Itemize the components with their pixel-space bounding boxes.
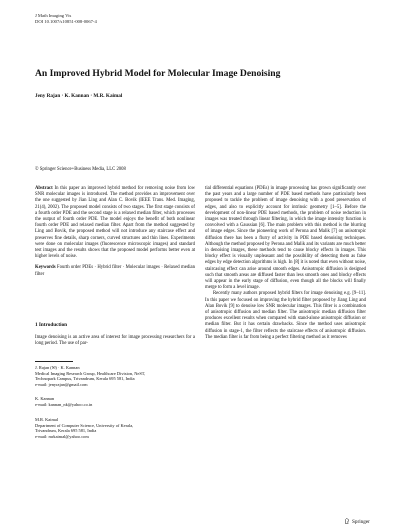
affiliation-line: Department of Computer Science, University of Kerala, (35, 422, 134, 428)
springer-horse-icon (344, 518, 350, 526)
intro-paragraph: Image denoising is an active area of interest for image processing researchers for a long period. The use of par- (35, 335, 195, 347)
abstract-text: In this paper an improved hybrid method for removing noise from low SNR molecular images is introduced. The method provides an improvement over the one suggested by Jian Ling and Alan C. Bovik (IEEE Trans. Med. Imaging, 21(4), 2002). The proposed model consists of two stages. The first stage consists of a fourth order PDE and the second stage is a relaxed median filter, which processes the output of fourth order PDE. The model enjoys the benefit of both nonlinear fourth order PDE and relaxed median filter. Apart from the method suggested by Ling and Bovik, the proposed method will not introduce any staircase effect and preserves fine details, sharp corners, curved structures and thin lines. Experiments were done on molecular images (fluorescence microscopic images) and standard test images and the results shows that the proposed model performs better even at higher levels of noise. (35, 186, 195, 260)
abstract-label: Abstract (35, 186, 53, 191)
affiliation-line: K. Kannan (35, 396, 55, 401)
publisher-name: Springer (352, 519, 370, 525)
body-paragraph: Recently many authors proposed hybrid filters for image denoising e.g. [9–11]. In this paper we focused on improving the hybrid filter proposed by Jiang Ling and Alan Bovik [9] to denoise low SNR molecular images. This filter is a combination of anisotropic diffusion and median filter. The anisotropic median diffusion filter produces excellent results when compared with stand-alone anisotropic diffusion or median filter. But it has certain drawbacks. Since the method uses anisotropic diffusion in stage-1, the filter reflects the staircase effects of anisotropic diffusion. The median filter is far from being a perfect filtering method as it removes (205, 291, 366, 340)
footnote-rule (35, 361, 73, 362)
journal-header (35, 13, 97, 25)
paper-title: An Improved Hybrid Model for Molecular Image Denoising (35, 68, 281, 79)
affiliation-email: e-mail: jenyrajan@gmail.com (35, 382, 88, 388)
affiliation-rajan (35, 365, 195, 388)
affiliation-line: Medical Imaging Research Group, Healthcare Division, NeST, (35, 370, 146, 376)
journal-name: J Math Imaging Vis (35, 13, 72, 18)
affiliation-line: J. Rajan (✉) · K. Kannan (35, 365, 80, 370)
doi: DOI 10.1007/s10851-008-0067-4 (35, 19, 97, 24)
section-heading-introduction: 1 Introduction (35, 322, 68, 328)
keywords (35, 265, 195, 277)
affiliation-email: e-mail: kannan_nk@yahoo.co.in (35, 401, 93, 407)
abstract (35, 186, 195, 260)
left-column (35, 186, 195, 278)
author-list: Jeny Rajan · K. Kannan · M.R. Kaimal (35, 93, 123, 99)
affiliation-line: Technopark Campus, Trivandrum, Kerala 695 581, India (35, 376, 135, 382)
affiliation-line: Trivandrum, Kerala 695 581, India (35, 428, 97, 434)
affiliation-email: e-mail: mrkaimal@yahoo.com (35, 434, 89, 440)
body-paragraph: tial differential equations (PDEs) in image processing has grown significantly over the past years and a large number of PDE based methods have particularly been proposed to tackle the problem of image denoising with a good preservation of edges, and also to explicitly account for intrinsic geometry [1–5]. Before the development of non-linear PDE based methods, the problem of noise reduction in images was treated through linear filtering, in which the image intensity function is convolved with a Gaussian [6]. The main problem with this method is the blurring of image edges. Since the pioneering work of Perona and Malik [7] on anisotropic diffusion there has been a flurry of activity in PDE based denoising techniques. Although the method proposed by Perona and Malik and its variants are much better in denoising images, these methods tend to cause blocky effects in images. This blocky effect is visually unpleasant and the possibility of detecting them as false edges by edge detection algorithms is high. In [8] it is noted that even without noise, staircasing effect can arise around smooth edges. Anisotropic diffusion is designed such that smooth areas are diffused faster than less smooth ones and blocky effects will appear in the early stage of diffusion, even though all the blocks will finally merge to form a level image. (205, 186, 366, 291)
right-column (205, 186, 366, 341)
affiliation-kaimal (35, 417, 195, 440)
affiliation-line: M.R. Kaimal (35, 417, 59, 422)
copyright-notice: © Springer Science+Business Media, LLC 2008 (35, 167, 126, 172)
publisher-footer (344, 518, 370, 526)
affiliation-kannan (35, 396, 195, 407)
keywords-text: Fourth order PDEs · Hybrid filter · Molecular images · Relaxed median filter (35, 265, 195, 277)
keywords-label: Keywords (35, 265, 56, 271)
